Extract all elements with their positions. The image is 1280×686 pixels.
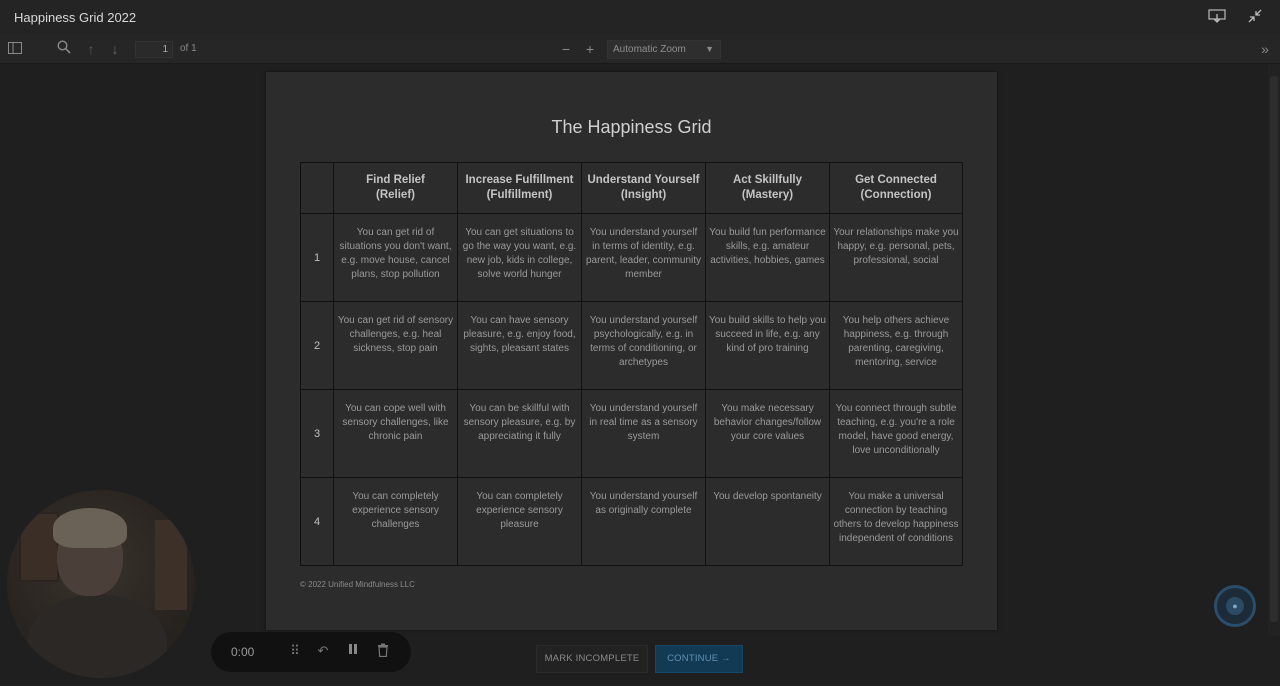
presenter-hair <box>53 508 127 548</box>
collapse-icon[interactable] <box>1246 8 1264 24</box>
column-header: Get Connected (Connection) <box>830 163 963 214</box>
trash-icon[interactable] <box>375 643 391 659</box>
table-cell: You build skills to help you succeed in life, e.g. any kind of pro training <box>706 302 830 390</box>
sidebar-toggle-icon[interactable] <box>6 40 24 58</box>
corner-cell <box>301 163 334 214</box>
search-icon[interactable] <box>55 40 73 58</box>
arrow-down-icon[interactable]: ↓ <box>111 41 119 57</box>
table-cell: You make necessary behavior changes/follow your core values <box>706 390 830 478</box>
table-cell: You can get rid of sensory challenges, e.g. heal sickness, stop pain <box>334 302 458 390</box>
table-cell: You understand yourself as originally complete <box>582 478 706 566</box>
scrollbar-thumb[interactable] <box>1270 76 1278 622</box>
table-row <box>301 302 963 390</box>
recording-controls <box>211 632 411 672</box>
document-title: The Happiness Grid <box>551 117 712 137</box>
presenter-body <box>27 594 167 678</box>
zoom-select[interactable] <box>607 40 721 59</box>
recording-time: 0:00 <box>231 645 255 659</box>
happiness-grid-table <box>300 162 963 566</box>
title-bar <box>0 0 1280 34</box>
double-chevron-right-icon[interactable]: » <box>1261 41 1269 57</box>
arrow-up-icon[interactable]: ↑ <box>87 41 95 57</box>
page-count: of 1 <box>180 43 197 54</box>
table-cell: You connect through subtle teaching, e.g. you're a role model, have good energy, love unconditionally <box>830 390 963 478</box>
pdf-page <box>266 72 997 630</box>
table-cell: You understand yourself psychologically, e.g. in terms of conditioning, or archetypes <box>582 302 706 390</box>
copyright-text: © 2022 Unified Mindfulness LLC <box>300 580 415 589</box>
background-shelf <box>155 520 187 610</box>
table-cell: You can completely experience sensory challenges <box>334 478 458 566</box>
mark-incomplete-button[interactable]: MARK INCOMPLETE <box>536 645 648 673</box>
table-cell: You understand yourself in real time as a sensory system <box>582 390 706 478</box>
table-cell: You can have sensory pleasure, e.g. enjoy food, sights, pleasant states <box>458 302 582 390</box>
row-number: 1 <box>301 214 334 302</box>
column-header: Increase Fulfillment (Fulfillment) <box>458 163 582 214</box>
download-icon[interactable] <box>1208 8 1226 24</box>
table-cell: You make a universal connection by teaching others to develop happiness independent of conditions <box>830 478 963 566</box>
table-cell: You can get rid of situations you don't want, e.g. move house, cancel plans, stop pollution <box>334 214 458 302</box>
row-number: 3 <box>301 390 334 478</box>
table-cell: You build fun performance skills, e.g. amateur activities, hobbies, games <box>706 214 830 302</box>
column-header: Act Skillfully (Mastery) <box>706 163 830 214</box>
table-cell: You can cope well with sensory challenges, like chronic pain <box>334 390 458 478</box>
table-cell: Your relationships make you happy, e.g. personal, pets, professional, social <box>830 214 963 302</box>
help-icon: ● <box>1226 597 1244 615</box>
chevron-down-icon: ▼ <box>705 44 714 54</box>
zoom-label: Automatic Zoom <box>613 44 686 55</box>
pause-icon[interactable] <box>345 643 361 659</box>
webcam-preview[interactable] <box>7 490 195 678</box>
pdf-toolbar <box>0 34 1280 64</box>
table-cell: You develop spontaneity <box>706 478 830 566</box>
column-header: Understand Yourself (Insight) <box>582 163 706 214</box>
drag-handle-icon[interactable]: ⠿ <box>290 643 300 658</box>
continue-button[interactable]: CONTINUE → <box>655 645 743 673</box>
table-cell: You understand yourself in terms of identity, e.g. parent, leader, community member <box>582 214 706 302</box>
table-cell: You can get situations to go the way you want, e.g. new job, kids in college, solve world hunger <box>458 214 582 302</box>
column-header: Find Relief (Relief) <box>334 163 458 214</box>
page-number-input[interactable]: 1 <box>135 41 173 58</box>
table-row <box>301 478 963 566</box>
minus-icon[interactable]: − <box>561 41 571 57</box>
help-button[interactable] <box>1214 585 1256 627</box>
table-cell: You can be skillful with sensory pleasure, e.g. by appreciating it fully <box>458 390 582 478</box>
table-row <box>301 390 963 478</box>
plus-icon[interactable]: + <box>585 41 595 57</box>
undo-icon[interactable]: ↶ <box>317 643 329 658</box>
table-row <box>301 214 963 302</box>
row-number: 4 <box>301 478 334 566</box>
table-cell: You can completely experience sensory pleasure <box>458 478 582 566</box>
table-header-row <box>301 163 963 214</box>
window-title: Happiness Grid 2022 <box>14 9 137 25</box>
row-number: 2 <box>301 302 334 390</box>
scrollbar[interactable] <box>1268 64 1280 636</box>
table-cell: You help others achieve happiness, e.g. through parenting, caregiving, mentoring, service <box>830 302 963 390</box>
